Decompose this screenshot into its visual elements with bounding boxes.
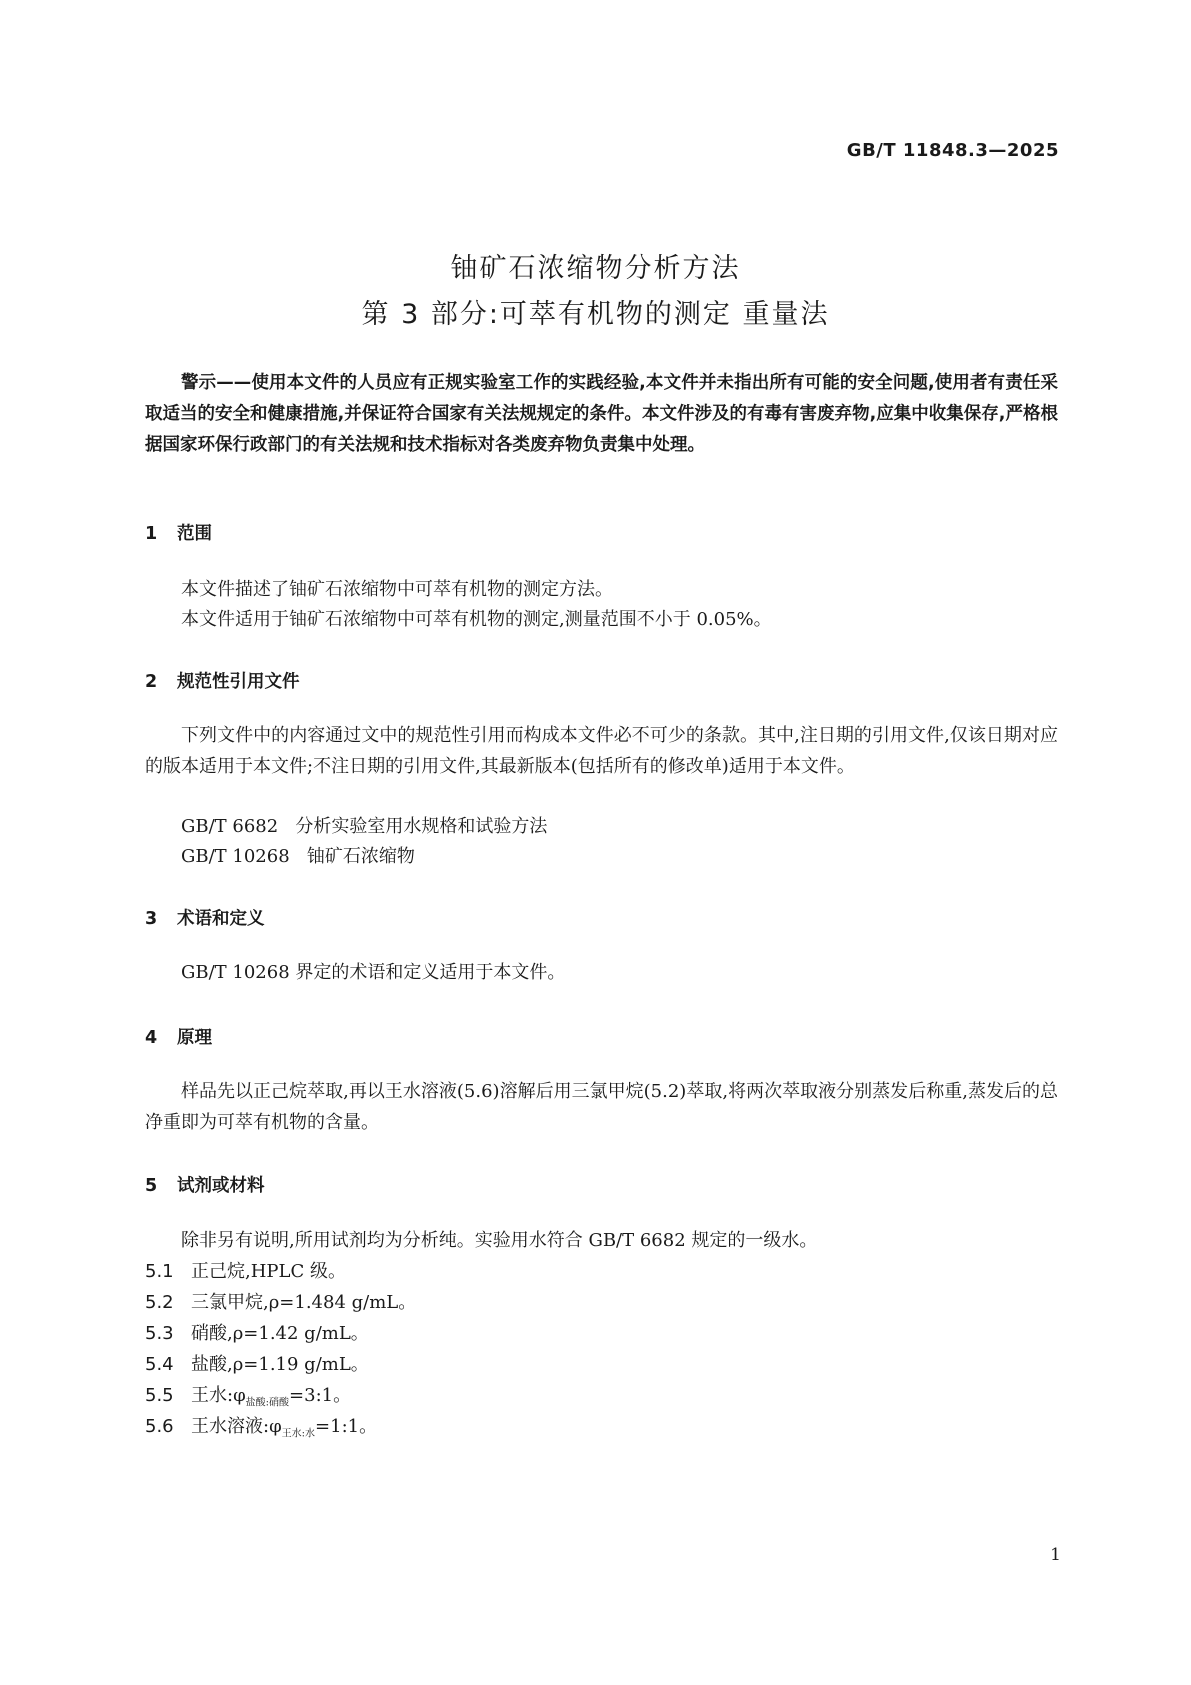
section-heading-terms bbox=[145, 905, 265, 930]
section-heading-principle bbox=[145, 1024, 212, 1049]
clause-subscript: 盐酸:硝酸 bbox=[245, 1397, 290, 1409]
clause-text: 三氯甲烷,ρ=1.484 g/mL。 bbox=[191, 1292, 417, 1313]
clause-number: 5.3 bbox=[145, 1323, 174, 1344]
clause-text-pre: 王水:φ bbox=[191, 1385, 246, 1406]
clause-number: 5.4 bbox=[145, 1354, 174, 1375]
section-number: 2 bbox=[145, 672, 158, 692]
section-number: 1 bbox=[145, 524, 158, 544]
reagents-intro: 除非另有说明,所用试剂均为分析纯。实验用水符合 GB/T 6682 规定的一级水。 bbox=[181, 1230, 818, 1251]
reagent-item bbox=[145, 1288, 416, 1318]
section-number: 4 bbox=[145, 1028, 158, 1048]
document-title-line1: 铀矿石浓缩物分析方法 bbox=[450, 253, 741, 284]
clause-text-post: =1:1。 bbox=[315, 1416, 378, 1437]
document-title-line2: 第 3 部分:可萃有机物的测定 重量法 bbox=[361, 299, 830, 330]
clause-text: 正己烷,HPLC 级。 bbox=[191, 1261, 346, 1282]
clause-number: 5.5 bbox=[145, 1385, 174, 1406]
section-title: 规范性引用文件 bbox=[177, 672, 300, 692]
section-title: 原理 bbox=[177, 1028, 212, 1048]
standard-code: GB/T 11848.3—2025 bbox=[846, 140, 1059, 161]
section-title: 术语和定义 bbox=[177, 909, 265, 929]
scope-paragraph-2: 本文件适用于铀矿石浓缩物中可萃有机物的测定,测量范围不小于 0.05%。 bbox=[181, 609, 772, 630]
references-paragraph: 下列文件中的内容通过文中的规范性引用而构成本文件必不可少的条款。其中,注日期的引用文件,仅该日期对应的版本适用于本文件;不注日期的引用文件,其最新版本(包括所有的修改单)适用于本文件。 bbox=[145, 725, 1058, 777]
terms-paragraph: GB/T 10268 界定的术语和定义适用于本文件。 bbox=[181, 962, 566, 983]
clause-text: 硝酸,ρ=1.42 g/mL。 bbox=[191, 1323, 369, 1344]
reagent-item bbox=[145, 1257, 346, 1287]
clause-subscript: 王水:水 bbox=[281, 1428, 316, 1440]
section-heading-reagents bbox=[145, 1172, 265, 1197]
section-number: 5 bbox=[145, 1176, 158, 1196]
clause-text: 盐酸,ρ=1.19 g/mL。 bbox=[191, 1354, 369, 1375]
reagent-item bbox=[145, 1412, 377, 1450]
reagent-item bbox=[145, 1319, 369, 1349]
section-heading-normative-references bbox=[145, 668, 300, 693]
reagent-item bbox=[145, 1350, 369, 1380]
section-title: 范围 bbox=[177, 524, 212, 544]
clause-number: 5.6 bbox=[145, 1416, 174, 1437]
clause-text-pre: 王水溶液:φ bbox=[191, 1416, 282, 1437]
reference-item: GB/T 6682 分析实验室用水规格和试验方法 bbox=[181, 816, 548, 837]
principle-paragraph: 样品先以正己烷萃取,再以王水溶液(5.6)溶解后用三氯甲烷(5.2)萃取,将两次萃取液分别蒸发后称重,蒸发后的总净重即为可萃有机物的含量。 bbox=[145, 1081, 1058, 1133]
scope-paragraph-1: 本文件描述了铀矿石浓缩物中可萃有机物的测定方法。 bbox=[181, 579, 613, 600]
page-number: 1 bbox=[1050, 1545, 1061, 1565]
clause-number: 5.2 bbox=[145, 1292, 174, 1313]
clause-text-post: =3:1。 bbox=[289, 1385, 352, 1406]
section-heading-scope bbox=[145, 520, 212, 545]
clause-number: 5.1 bbox=[145, 1261, 174, 1282]
section-number: 3 bbox=[145, 909, 158, 929]
reference-item: GB/T 10268 铀矿石浓缩物 bbox=[181, 846, 415, 867]
section-title: 试剂或材料 bbox=[177, 1176, 265, 1196]
warning-paragraph: 警示——使用本文件的人员应有正规实验室工作的实践经验,本文件并未指出所有可能的安全问题,使用者有责任采取适当的安全和健康措施,并保证符合国家有关法规规定的条件。本文件涉及的有毒有害废弃物,应集中收集保存,严格根据国家环保行政部门的有关法规和技术指标对各类废弃物负责集中处理。 bbox=[145, 373, 1058, 455]
